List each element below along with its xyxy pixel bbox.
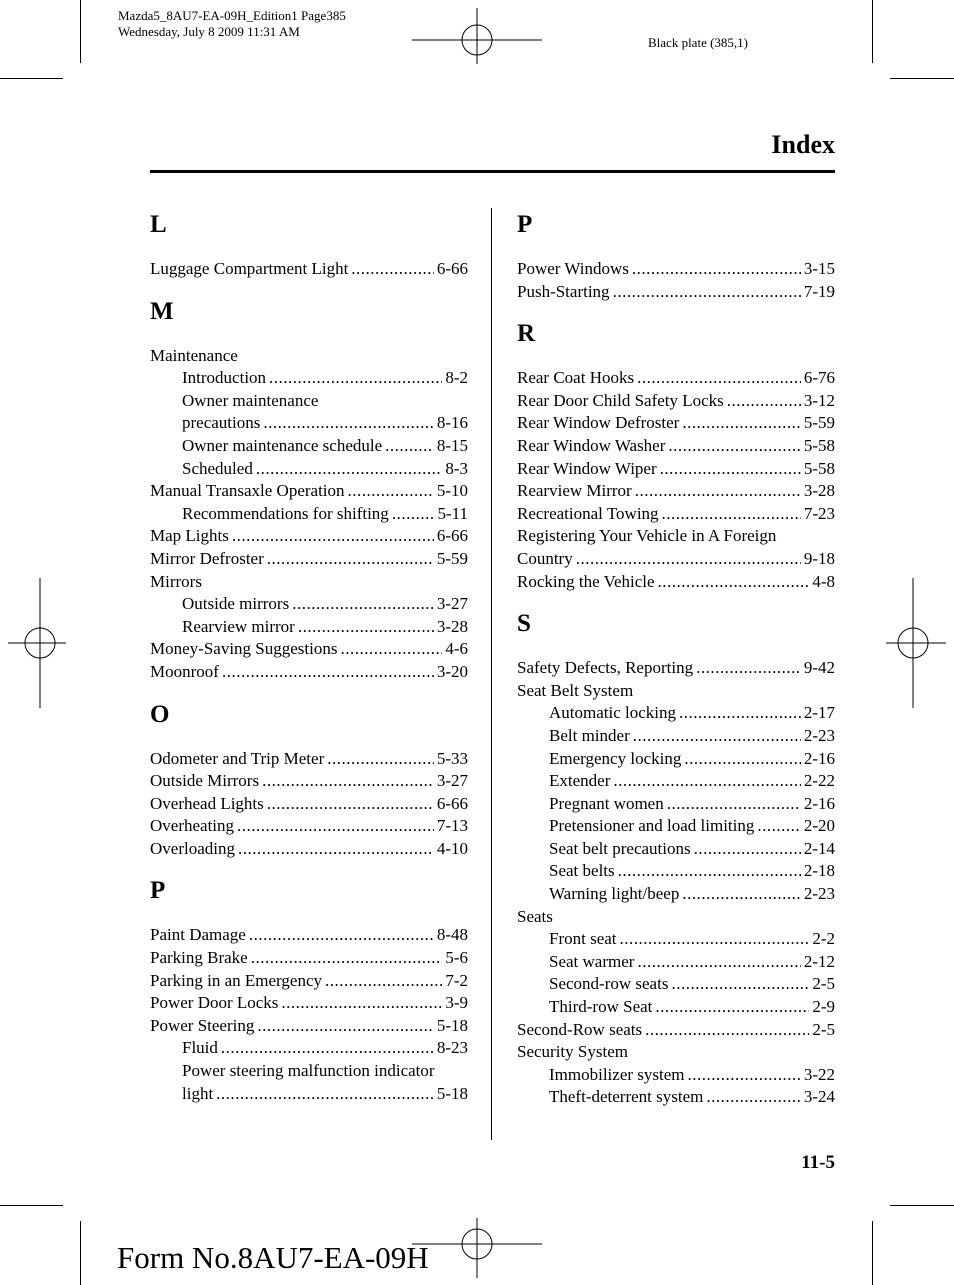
entry-label: light — [182, 1083, 214, 1103]
entry-page: 2-20 — [803, 816, 835, 836]
entry-page: 3-27 — [436, 771, 468, 791]
entry-label: Power Door Locks — [150, 993, 279, 1013]
entry-page: 3-28 — [803, 481, 835, 501]
entry-label: Front seat — [549, 929, 617, 949]
index-subentry — [517, 702, 835, 725]
entry-page: 2-17 — [803, 703, 835, 723]
entry-page: 8-2 — [445, 368, 468, 388]
entry-label: Maintenance — [150, 345, 238, 365]
entry-page: 3-22 — [803, 1064, 835, 1084]
crop-mark — [890, 78, 954, 79]
index-entry — [150, 748, 468, 771]
entry-label: Pretensioner and load limiting — [549, 816, 755, 836]
entry-page: 5-10 — [436, 481, 468, 501]
index-entry — [517, 548, 835, 571]
crop-mark — [0, 78, 63, 79]
entry-page: 5-58 — [803, 458, 835, 478]
entry-page: 2-23 — [803, 725, 835, 745]
index-entry — [150, 525, 468, 548]
index-subentry — [150, 367, 468, 390]
index-section — [150, 293, 468, 684]
dot-leader — [706, 1086, 800, 1109]
dot-leader — [682, 412, 800, 435]
index-entry — [517, 1041, 835, 1064]
index-subentry — [517, 860, 835, 883]
entry-page: 5-11 — [437, 503, 468, 523]
entry-page: 2-22 — [803, 771, 835, 791]
entry-page: 3-12 — [803, 390, 835, 410]
entry-label: Rear Coat Hooks — [517, 368, 635, 388]
entry-label: Emergency locking — [549, 748, 682, 768]
dot-leader — [637, 951, 800, 974]
dot-leader — [662, 503, 801, 526]
index-section — [517, 315, 835, 593]
entry-label: Odometer and Trip Meter — [150, 748, 325, 768]
crop-mark — [872, 0, 873, 63]
entry-page: 4-8 — [812, 571, 835, 591]
index-entry — [517, 1019, 835, 1042]
entry-page: 2-23 — [803, 884, 835, 904]
entry-page: 2-2 — [812, 929, 835, 949]
print-header-line1: Mazda5_8AU7-EA-09H_Edition1 Page385 — [118, 8, 346, 23]
dot-leader — [696, 657, 801, 680]
entry-label: Automatic locking — [549, 703, 677, 723]
entry-label: Outside Mirrors — [150, 771, 260, 791]
entry-label: Rearview mirror — [182, 616, 295, 636]
entry-page: 2-16 — [803, 793, 835, 813]
dot-leader — [257, 1015, 433, 1038]
index-entry — [150, 793, 468, 816]
dot-leader — [645, 1019, 809, 1042]
print-header — [118, 8, 346, 40]
section-letter: M — [150, 297, 174, 325]
entry-label: Moonroof — [150, 661, 219, 681]
entry-page: 8-16 — [436, 413, 468, 433]
dot-leader — [694, 838, 801, 861]
dot-leader — [222, 661, 434, 684]
dot-leader — [684, 748, 800, 771]
entry-label: Seat warmer — [549, 951, 635, 971]
index-entry — [517, 412, 835, 435]
index-section — [517, 605, 835, 1109]
dot-leader — [620, 928, 810, 951]
dot-leader — [269, 367, 442, 390]
entry-page: 5-18 — [436, 1015, 468, 1035]
entry-page: 9-18 — [803, 548, 835, 568]
entry-label: Owner maintenance — [182, 390, 319, 410]
index-entry — [150, 480, 468, 503]
registration-mark-right — [886, 578, 954, 708]
index-entry — [517, 525, 835, 548]
index-subentry — [517, 973, 835, 996]
entry-page: 2-12 — [803, 951, 835, 971]
dot-leader — [667, 793, 801, 816]
crop-mark — [80, 0, 81, 63]
index-entry — [517, 258, 835, 281]
entry-label: Power Windows — [517, 259, 629, 278]
dot-leader — [385, 435, 434, 458]
index-entry — [150, 924, 468, 947]
entry-label: precautions — [182, 413, 261, 433]
entry-page: 3-20 — [436, 661, 468, 681]
crop-mark — [890, 1205, 954, 1206]
index-subentry — [150, 616, 468, 639]
entry-page: 3-24 — [803, 1087, 835, 1107]
entry-label: Power Steering — [150, 1015, 255, 1035]
index-subentry — [150, 593, 468, 616]
entry-page: 5-58 — [803, 435, 835, 455]
entry-page: 7-2 — [445, 970, 468, 990]
dot-leader — [668, 435, 800, 458]
index-subentry — [150, 1037, 468, 1060]
entry-page: 4-6 — [445, 639, 468, 659]
index-subentry — [517, 815, 835, 838]
entry-label: Paint Damage — [150, 925, 246, 945]
entry-label: Overheating — [150, 816, 235, 836]
index-subentry — [517, 1086, 835, 1109]
section-letter: P — [517, 211, 533, 238]
dot-leader — [232, 525, 434, 548]
entry-label: Outside mirrors — [182, 594, 290, 614]
entry-page: 8-48 — [436, 925, 468, 945]
dot-leader — [237, 815, 434, 838]
dot-leader — [618, 860, 801, 883]
dot-leader — [216, 1083, 434, 1106]
entry-label: Seat belts — [549, 861, 615, 881]
entry-label: Recreational Towing — [517, 503, 659, 523]
index-entry — [517, 906, 835, 929]
dot-leader — [292, 593, 434, 616]
entry-label: Fluid — [182, 1038, 218, 1058]
entry-page: 7-19 — [803, 281, 835, 301]
dot-leader — [392, 503, 435, 526]
dot-leader — [238, 838, 434, 861]
index-entry — [517, 281, 835, 304]
entry-label: Money-Saving Suggestions — [150, 639, 338, 659]
entry-page: 3-27 — [436, 594, 468, 614]
entry-label: Seat belt precautions — [549, 838, 691, 858]
dot-leader — [632, 258, 801, 281]
index-entry — [150, 548, 468, 571]
entry-page: 6-76 — [803, 368, 835, 388]
index-entry — [150, 1015, 468, 1038]
entry-page: 6-66 — [436, 526, 468, 546]
entry-page: 6-66 — [436, 259, 468, 278]
dot-leader — [251, 947, 443, 970]
entry-page: 7-13 — [436, 816, 468, 836]
crop-mark — [872, 1221, 873, 1285]
section-letter: S — [517, 610, 531, 638]
entry-label: Introduction — [182, 368, 267, 388]
entry-page: 5-59 — [803, 413, 835, 433]
index-entry — [517, 480, 835, 503]
dot-leader — [655, 996, 809, 1019]
entry-page: 8-3 — [445, 458, 468, 478]
entry-page: 8-23 — [436, 1038, 468, 1058]
index-entry — [150, 638, 468, 661]
dot-leader — [682, 883, 800, 906]
entry-label: Power steering malfunction indicator — [182, 1061, 435, 1081]
entry-label: Seats — [517, 906, 553, 926]
index-subentry — [517, 725, 835, 748]
entry-label: Push-Starting — [517, 281, 610, 301]
index-entry — [150, 970, 468, 993]
index-subentry — [517, 748, 835, 771]
index-subentry — [517, 838, 835, 861]
index-section — [150, 872, 468, 1105]
entry-page: 2-5 — [812, 1019, 835, 1039]
page-title: Index — [771, 130, 835, 159]
index-subentry — [517, 793, 835, 816]
entry-label: Safety Defects, Reporting — [517, 658, 694, 678]
entry-label: Warning light/beep — [549, 884, 680, 904]
dot-leader — [688, 1064, 801, 1087]
entry-label: Mirror Defroster — [150, 548, 264, 568]
dot-leader — [267, 548, 434, 571]
index-entry — [150, 815, 468, 838]
entry-label: Rear Window Wiper — [517, 458, 657, 478]
dot-leader — [757, 815, 800, 838]
index-entry — [517, 390, 835, 413]
dot-leader — [327, 748, 434, 771]
entry-label: Theft-deterrent system — [549, 1087, 704, 1107]
index-section — [517, 206, 835, 303]
index-subentry — [150, 1060, 468, 1083]
index-entry — [150, 661, 468, 684]
dot-leader — [348, 480, 434, 503]
entry-label: Rearview Mirror — [517, 481, 632, 501]
plate-label: Black plate (385,1) — [648, 35, 748, 50]
entry-page: 8-15 — [436, 435, 468, 455]
entry-page: 2-14 — [803, 838, 835, 858]
dot-leader — [679, 702, 801, 725]
section-letter: L — [150, 211, 167, 238]
index-subentry — [150, 1083, 468, 1106]
entry-label: Overhead Lights — [150, 793, 264, 813]
index-entry — [150, 838, 468, 861]
entry-label: Rear Window Defroster — [517, 413, 680, 433]
entry-page: 7-23 — [803, 503, 835, 523]
index-subentry — [517, 996, 835, 1019]
index-subentry — [150, 458, 468, 481]
dot-leader — [658, 571, 810, 594]
index-entry — [517, 680, 835, 703]
index-subentry — [150, 390, 468, 413]
index-subentry — [517, 1064, 835, 1087]
dot-leader — [727, 390, 801, 413]
entry-label: Rocking the Vehicle — [517, 571, 655, 591]
entry-label: Registering Your Vehicle in A Foreign — [517, 526, 777, 546]
dot-leader — [267, 793, 434, 816]
index-entry — [517, 657, 835, 680]
print-header-line2: Wednesday, July 8 2009 11:31 AM — [118, 24, 300, 39]
index-entry — [150, 770, 468, 793]
entry-label: Parking in an Emergency — [150, 970, 323, 990]
index-entry — [517, 571, 835, 594]
index-column-right — [517, 206, 835, 1109]
section-letter: R — [517, 320, 536, 348]
index-entry — [517, 458, 835, 481]
crop-mark — [80, 1221, 81, 1285]
registration-mark-bottom — [412, 1218, 542, 1285]
index-entry — [150, 947, 468, 970]
dot-leader — [281, 992, 442, 1015]
index-subentry — [517, 883, 835, 906]
entry-label: Rear Window Washer — [517, 435, 666, 455]
entry-label: Parking Brake — [150, 948, 248, 968]
entry-label: Pregnant women — [549, 793, 664, 813]
registration-mark-left — [0, 578, 66, 708]
dot-leader — [635, 480, 801, 503]
entry-page: 6-66 — [436, 793, 468, 813]
dot-leader — [576, 548, 801, 571]
section-letter: P — [150, 877, 166, 905]
dot-leader — [221, 1037, 434, 1060]
entry-label: Recommendations for shifting — [182, 503, 389, 523]
dot-leader — [325, 970, 442, 993]
entry-page: 2-9 — [812, 997, 835, 1017]
index-entry — [517, 367, 835, 390]
page-number: 11-5 — [801, 1152, 835, 1173]
index-entry — [150, 992, 468, 1015]
entry-label: Second-Row seats — [517, 1019, 643, 1039]
index-entry — [517, 503, 835, 526]
dot-leader — [613, 281, 801, 304]
dot-leader — [298, 616, 434, 639]
index-column-left — [150, 206, 468, 1105]
index-entry — [150, 571, 468, 594]
index-entry — [150, 258, 468, 281]
entry-label: Immobilizer system — [549, 1064, 685, 1084]
crop-mark — [0, 1205, 63, 1206]
entry-page: 2-18 — [803, 861, 835, 881]
entry-page: 9-42 — [803, 658, 835, 678]
entry-label: Extender — [549, 771, 611, 791]
index-subentry — [150, 435, 468, 458]
entry-page: 3-15 — [803, 259, 835, 278]
index-subentry — [517, 928, 835, 951]
entry-label: Seat Belt System — [517, 680, 634, 700]
entry-label: Map Lights — [150, 526, 229, 546]
entry-page: 5-33 — [436, 748, 468, 768]
entry-label: Owner maintenance schedule — [182, 435, 383, 455]
dot-leader — [671, 973, 809, 996]
dot-leader — [613, 770, 800, 793]
entry-label: Belt minder — [549, 725, 630, 745]
dot-leader — [249, 924, 434, 947]
entry-page: 3-9 — [445, 993, 468, 1013]
index-subentry — [150, 503, 468, 526]
entry-label: Overloading — [150, 838, 235, 858]
entry-page: 5-6 — [445, 948, 468, 968]
entry-label: Rear Door Child Safety Locks — [517, 390, 724, 410]
section-letter: O — [150, 700, 170, 728]
entry-label: Luggage Compartment Light — [150, 259, 349, 278]
index-section — [150, 696, 468, 861]
entry-label: Third-row Seat — [549, 997, 653, 1017]
entry-page: 3-28 — [436, 616, 468, 636]
entry-page: 2-5 — [812, 974, 835, 994]
index-subentry — [517, 951, 835, 974]
dot-leader — [633, 725, 801, 748]
column-divider — [491, 208, 492, 1140]
dot-leader — [637, 367, 801, 390]
index-subentry — [150, 412, 468, 435]
index-subentry — [517, 770, 835, 793]
index-entry — [150, 345, 468, 368]
form-number: Form No.8AU7-EA-09H — [117, 1240, 429, 1275]
dot-leader — [262, 770, 434, 793]
entry-label: Country — [517, 548, 573, 568]
registration-mark-top — [412, 0, 542, 64]
entry-label: Mirrors — [150, 571, 202, 591]
dot-leader — [351, 258, 434, 281]
entry-label: Manual Transaxle Operation — [150, 481, 345, 501]
title-rule — [150, 170, 835, 173]
entry-page: 5-18 — [436, 1083, 468, 1103]
index-section — [150, 206, 468, 281]
entry-label: Security System — [517, 1042, 628, 1062]
entry-page: 5-59 — [436, 548, 468, 568]
dot-leader — [263, 412, 433, 435]
entry-label: Second-row seats — [549, 974, 669, 994]
index-entry — [517, 435, 835, 458]
dot-leader — [340, 638, 442, 661]
dot-leader — [256, 458, 443, 481]
dot-leader — [660, 458, 801, 481]
entry-page: 2-16 — [803, 748, 835, 768]
entry-label: Scheduled — [182, 458, 253, 478]
entry-page: 4-10 — [436, 838, 468, 858]
